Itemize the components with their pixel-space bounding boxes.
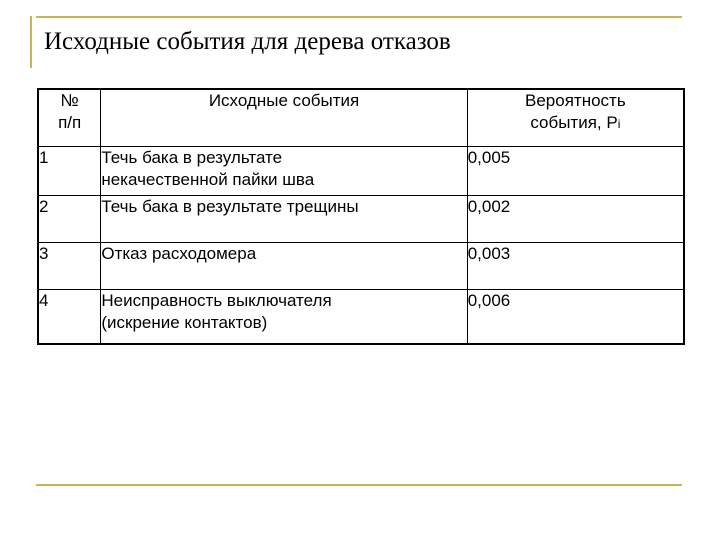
header-event: Исходные события <box>101 89 467 147</box>
row-event: Течь бака в результате некачественной пайки шва <box>101 147 467 196</box>
events-table <box>37 88 685 345</box>
row-event: Неисправность выключателя (искрение контактов) <box>101 290 467 345</box>
top-divider-line <box>36 16 682 18</box>
left-accent-line <box>30 16 32 68</box>
row-event: Отказ расходомера <box>101 243 467 290</box>
header-num: № п/п <box>38 89 101 147</box>
table-header-row <box>38 89 684 147</box>
row-probability: 0,002 <box>467 196 684 243</box>
bottom-divider-line <box>36 484 682 486</box>
row-probability: 0,006 <box>467 290 684 345</box>
row-num: 2 <box>38 196 101 243</box>
row-num: 1 <box>38 147 101 196</box>
header-probability-label: Вероятность события, P <box>525 91 626 132</box>
row-event: Течь бака в результате трещины <box>101 196 467 243</box>
table-row <box>38 290 684 345</box>
row-num: 3 <box>38 243 101 290</box>
slide-title: Исходные события для дерева отказов <box>44 28 451 55</box>
header-probability-subscript: i <box>617 117 621 131</box>
table-row <box>38 243 684 290</box>
row-num: 4 <box>38 290 101 345</box>
table-row <box>38 196 684 243</box>
row-probability: 0,003 <box>467 243 684 290</box>
row-probability: 0,005 <box>467 147 684 196</box>
header-probability <box>467 89 684 147</box>
table-row <box>38 147 684 196</box>
